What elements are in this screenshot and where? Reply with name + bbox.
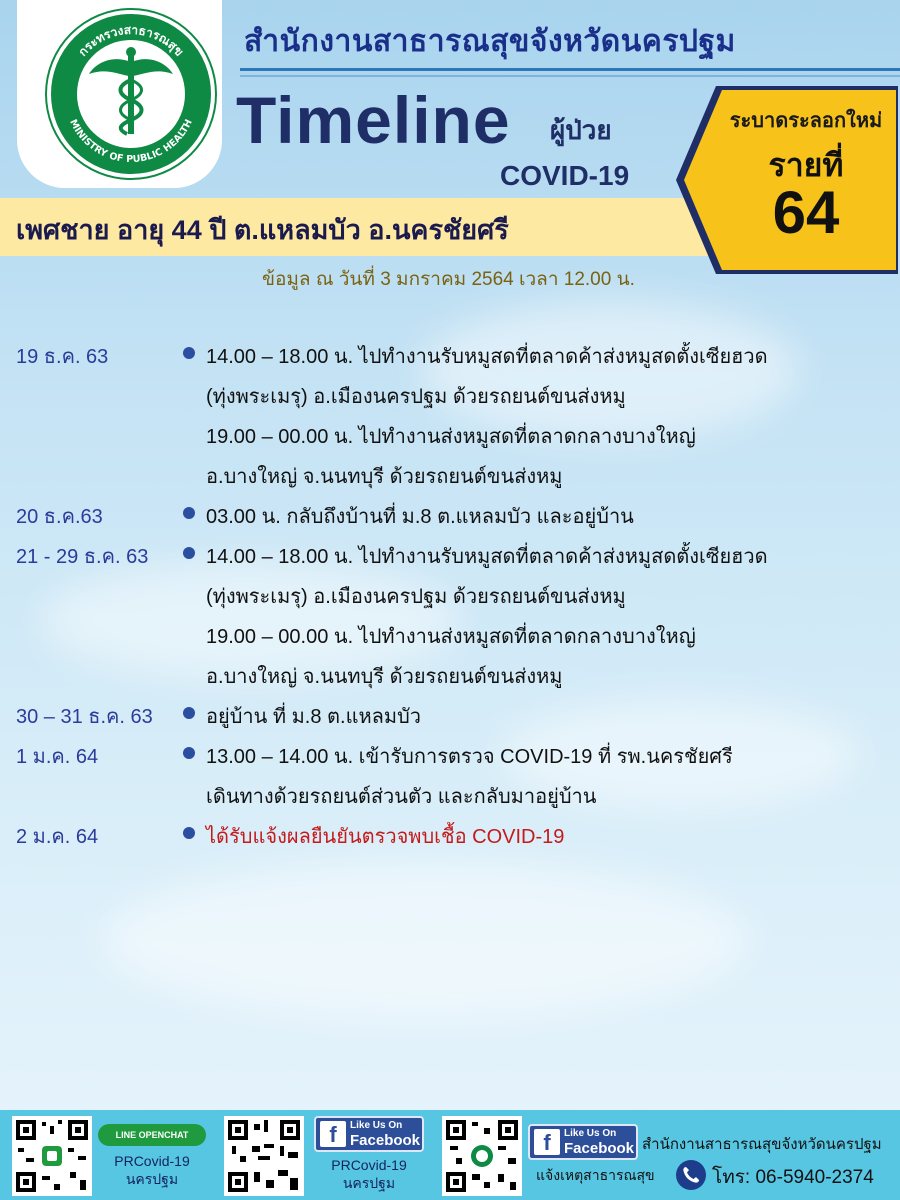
qr-icon — [12, 1116, 92, 1196]
header-divider — [240, 68, 900, 71]
logo-text-top: กระทรวงสาธารณสุข — [75, 22, 187, 59]
timeline-heading: Timeline — [236, 83, 511, 157]
timeline-text: อยู่บ้าน ที่ ม.8 ต.แหลมบัว — [206, 706, 422, 728]
qr-icon — [442, 1116, 522, 1196]
line-label-name: PRCovid-19 — [114, 1153, 190, 1169]
facebook-like-text: Like Us On — [564, 1128, 617, 1139]
phone-number[interactable]: โทร: 06-5940-2374 — [712, 1167, 874, 1188]
line-qr-code[interactable] — [12, 1116, 92, 1196]
bullet-icon — [183, 347, 195, 359]
facebook-like-text: Like Us On — [350, 1120, 403, 1131]
timeline-date: 2 ม.ค. 64 — [16, 826, 99, 848]
header-divider — [240, 75, 900, 77]
logo-container — [17, 0, 222, 188]
facebook-label — [314, 1156, 424, 1192]
line-openchat-badge[interactable]: LINE OPENCHAT — [98, 1124, 206, 1146]
patient-label: ผู้ป่วย — [550, 115, 612, 145]
office-page-name: สำนักงานสาธารณสุขจังหวัดนครปฐม — [642, 1136, 882, 1153]
facebook-label-city: นครปฐม — [342, 1175, 396, 1191]
case-number: 64 — [772, 179, 840, 246]
qr-icon — [224, 1116, 304, 1196]
timeline-date: 30 – 31 ธ.ค. 63 — [16, 706, 153, 728]
bullet-icon — [183, 747, 195, 759]
facebook-name-text: Facebook — [350, 1132, 421, 1149]
caduceus-icon — [89, 47, 173, 134]
cloud-decoration — [100, 860, 750, 1020]
bullet-icon — [183, 507, 195, 519]
timeline-text: อ.บางใหญ่ จ.นนทบุรี ด้วยรถยนต์ขนส่งหมู — [206, 466, 563, 488]
case-wave-label: ระบาดระลอกใหม่ — [729, 110, 883, 132]
facebook-icon: f — [320, 1121, 346, 1147]
facebook-badge[interactable] — [528, 1124, 638, 1160]
timeline-date: 19 ธ.ค. 63 — [16, 346, 109, 368]
timeline-text: 19.00 – 00.00 น. ไปทำงานส่งหมูสดที่ตลาดกลางบางใหญ่ — [206, 426, 696, 448]
phone-icon — [676, 1160, 706, 1190]
line-label-city: นครปฐม — [125, 1171, 179, 1187]
facebook-name-text: Facebook — [564, 1140, 635, 1157]
timeline-text: อ.บางใหญ่ จ.นนทบุรี ด้วยรถยนต์ขนส่งหมู — [206, 666, 563, 688]
timeline-text: (ทุ่งพระเมรุ) อ.เมืองนครปฐม ด้วยรถยนต์ขนส่งหมู — [206, 386, 626, 408]
timeline-text: 13.00 – 14.00 น. เข้ารับการตรวจ COVID-19 ที่ รพ.นครชัยศรี — [206, 746, 733, 768]
patient-summary: เพศชาย อายุ 44 ปี ต.แหลมบัว อ.นครชัยศรี — [16, 215, 509, 245]
timeline-text: 14.00 – 18.00 น. ไปทำงานรับหมูสดที่ตลาดค้าส่งหมูสดตั้งเซียฮวด — [206, 346, 768, 368]
bullet-icon — [183, 827, 195, 839]
timeline-text-highlight: ได้รับแจ้งผลยืนยันตรวจพบเชื้อ COVID-19 — [206, 826, 565, 848]
covid-label: COVID-19 — [500, 160, 630, 191]
timeline-text: 19.00 – 00.00 น. ไปทำงานส่งหมูสดที่ตลาดกลางบางใหญ่ — [206, 626, 696, 648]
facebook-icon: f — [534, 1129, 560, 1155]
ministry-logo — [47, 10, 215, 178]
timeline-date: 20 ธ.ค.63 — [16, 506, 103, 528]
timeline-text: 14.00 – 18.00 น. ไปทำงานรับหมูสดที่ตลาดค้าส่งหมูสดตั้งเซียฮวด — [206, 546, 768, 568]
facebook-label-name: PRCovid-19 — [331, 1157, 407, 1173]
logo-text-bottom: MINISTRY OF PUBLIC HEALTH — [67, 117, 195, 166]
office-qr-code[interactable] — [442, 1116, 522, 1196]
report-label: แจ้งเหตุสาธารณสุข — [536, 1167, 655, 1183]
data-timestamp: ข้อมูล ณ วันที่ 3 มกราคม 2564 เวลา 12.00 น. — [262, 269, 635, 290]
facebook-badge[interactable] — [314, 1116, 424, 1152]
timeline-text: (ทุ่งพระเมรุ) อ.เมืองนครปฐม ด้วยรถยนต์ขนส่งหมู — [206, 586, 626, 608]
timeline-text: เดินทางด้วยรถยนต์ส่วนตัว และกลับมาอยู่บ้าน — [206, 786, 597, 808]
line-label — [98, 1152, 206, 1188]
timeline-text: 03.00 น. กลับถึงบ้านที่ ม.8 ต.แหลมบัว และอยู่บ้าน — [206, 506, 634, 528]
bullet-icon — [183, 707, 195, 719]
case-number-label: รายที่ — [768, 147, 844, 183]
facebook-qr-code[interactable] — [224, 1116, 304, 1196]
bullet-icon — [183, 547, 195, 559]
timeline-date: 21 - 29 ธ.ค. 63 — [16, 546, 149, 568]
timeline-date: 1 ม.ค. 64 — [16, 746, 99, 768]
office-title: สำนักงานสาธารณสุขจังหวัดนครปฐม — [244, 25, 736, 58]
